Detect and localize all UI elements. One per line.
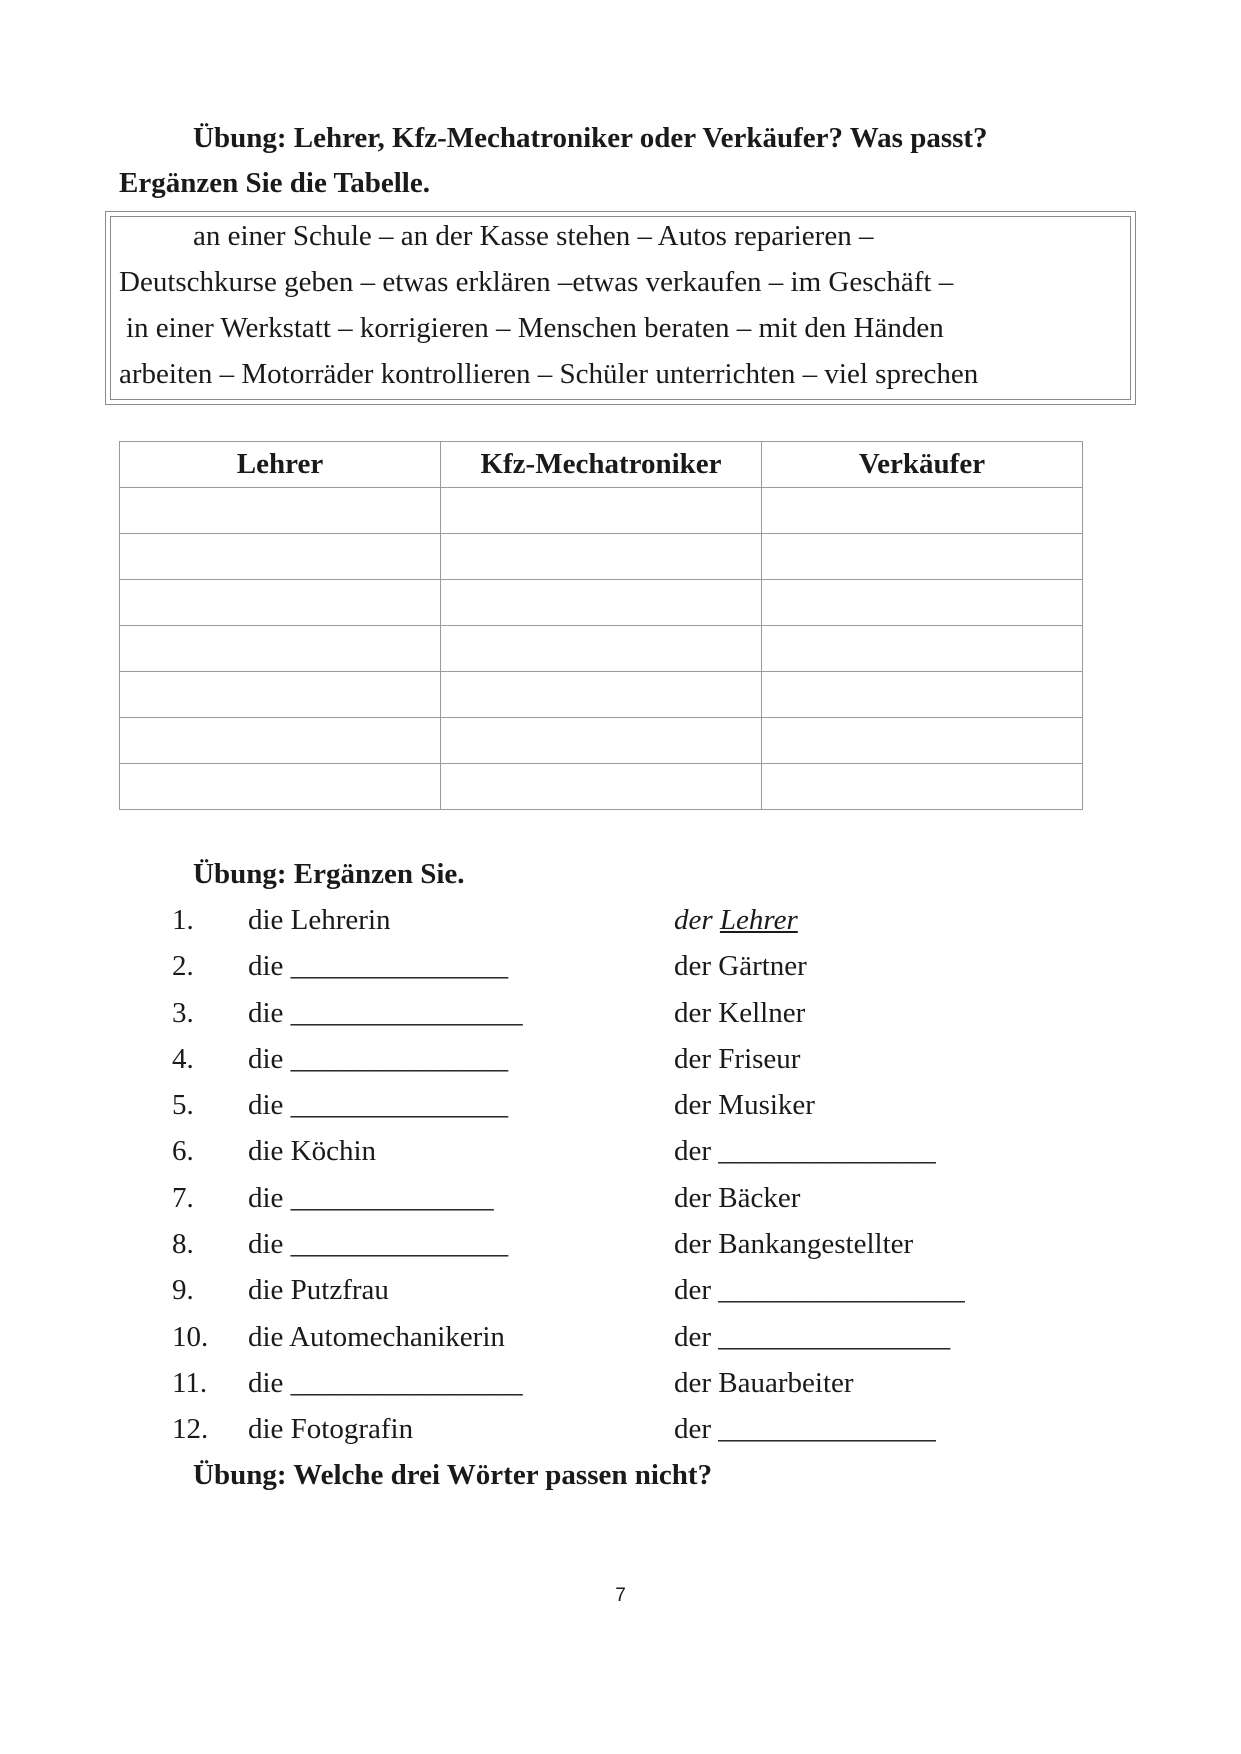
item-feminine: die Köchin (248, 1135, 377, 1168)
list-item (0, 1319, 1241, 1365)
list-item (0, 995, 1241, 1041)
item-masculine: der Friseur (674, 1042, 801, 1075)
exercise2-title: Übung: Ergänzen Sie. (193, 858, 465, 890)
item-masculine: der Bäcker (674, 1181, 801, 1214)
table-cell[interactable] (120, 534, 441, 580)
list-item (0, 1133, 1241, 1179)
table-cell[interactable] (762, 718, 1083, 764)
table-cell[interactable] (441, 718, 762, 764)
item-number: 10. (172, 1320, 209, 1353)
column-header-kfz-mechatroniker: Kfz-Mechatroniker (441, 442, 762, 488)
item-feminine[interactable]: die _______________ (248, 1089, 509, 1122)
table-row (120, 534, 1083, 580)
item-number: 12. (172, 1413, 209, 1446)
table-cell[interactable] (762, 764, 1083, 810)
item-masculine[interactable]: der _______________ (674, 1135, 936, 1168)
item-feminine[interactable]: die _______________ (248, 1228, 509, 1261)
item-number: 8. (172, 1228, 194, 1261)
table-cell[interactable] (441, 626, 762, 672)
table-cell[interactable] (120, 626, 441, 672)
item-feminine: die Putzfrau (248, 1274, 389, 1307)
table-cell[interactable] (441, 580, 762, 626)
table-cell[interactable] (120, 580, 441, 626)
table-cell[interactable] (762, 672, 1083, 718)
item-number: 9. (172, 1274, 194, 1307)
table-row (120, 488, 1083, 534)
page-number: 7 (615, 1585, 626, 1606)
item-feminine: die Fotografin (248, 1413, 414, 1446)
word-box-line: Deutschkurse geben – etwas erklären –etwas verkaufen – im Geschäft – (119, 266, 954, 298)
list-item (0, 1226, 1241, 1272)
item-masculine[interactable]: der _________________ (674, 1274, 965, 1307)
list-item (0, 1087, 1241, 1133)
item-feminine[interactable]: die _______________ (248, 950, 509, 983)
table-row (120, 626, 1083, 672)
list-item (0, 948, 1241, 994)
word-box-line: an einer Schule – an der Kasse stehen – Autos reparieren – (193, 220, 874, 252)
item-masculine: der Gärtner (674, 950, 807, 983)
table-row (120, 718, 1083, 764)
item-masculine[interactable]: der _______________ (674, 1413, 936, 1446)
exercise2-list (0, 902, 1241, 1458)
table-cell[interactable] (441, 764, 762, 810)
item-feminine[interactable]: die ________________ (248, 996, 523, 1029)
exercise3-title: Übung: Welche drei Wörter passen nicht? (193, 1459, 713, 1491)
column-header-lehrer: Lehrer (120, 442, 441, 488)
item-feminine[interactable]: die ________________ (248, 1366, 523, 1399)
item-number: 7. (172, 1181, 194, 1214)
item-masculine: der Bankangestellter (674, 1228, 914, 1261)
list-item (0, 902, 1241, 948)
item-number: 4. (172, 1042, 194, 1075)
table-cell[interactable] (762, 626, 1083, 672)
item-masculine: der Kellner (674, 996, 806, 1029)
table-cell[interactable] (762, 534, 1083, 580)
table-cell[interactable] (120, 718, 441, 764)
exercise1-subtitle: Ergänzen Sie die Tabelle. (119, 167, 430, 199)
table-cell[interactable] (441, 672, 762, 718)
word-box-line: in einer Werkstatt – korrigieren – Menschen beraten – mit den Händen (126, 312, 944, 344)
item-number: 2. (172, 950, 194, 983)
list-item (0, 1041, 1241, 1087)
exercise1-title: Übung: Lehrer, Kfz-Mechatroniker oder Verkäufer? Was passt? (193, 122, 988, 154)
word-box-line: arbeiten – Motorräder kontrollieren – Schüler unterrichten – viel sprechen (119, 358, 979, 390)
item-masculine[interactable]: der ________________ (674, 1320, 951, 1353)
item-number: 3. (172, 996, 194, 1029)
item-masculine-word: Lehrer (719, 904, 798, 936)
item-masculine-article: der (674, 904, 713, 936)
table-cell[interactable] (120, 764, 441, 810)
table-row (120, 672, 1083, 718)
column-header-verkaeufer: Verkäufer (762, 442, 1083, 488)
table-row (120, 764, 1083, 810)
item-number: 6. (172, 1135, 194, 1168)
item-feminine[interactable]: die ______________ (248, 1181, 494, 1214)
item-feminine: die Lehrerin (248, 904, 391, 936)
table-header-row (120, 442, 1083, 488)
list-item (0, 1180, 1241, 1226)
item-number: 5. (172, 1089, 194, 1122)
item-masculine: der Musiker (674, 1089, 815, 1122)
table-cell[interactable] (120, 672, 441, 718)
table-cell[interactable] (120, 488, 441, 534)
item-masculine: der Bauarbeiter (674, 1366, 854, 1399)
item-feminine[interactable]: die _______________ (248, 1042, 509, 1075)
table-cell[interactable] (441, 534, 762, 580)
table-cell[interactable] (762, 580, 1083, 626)
list-item (0, 1411, 1241, 1457)
list-item (0, 1365, 1241, 1411)
table-cell[interactable] (441, 488, 762, 534)
table-row (120, 580, 1083, 626)
table-cell[interactable] (762, 488, 1083, 534)
sorting-table (119, 441, 1083, 810)
item-feminine: die Automechanikerin (248, 1320, 505, 1353)
list-item (0, 1272, 1241, 1318)
item-number: 1. (172, 904, 194, 936)
item-number: 11. (172, 1366, 208, 1399)
item-masculine-example (674, 902, 798, 938)
